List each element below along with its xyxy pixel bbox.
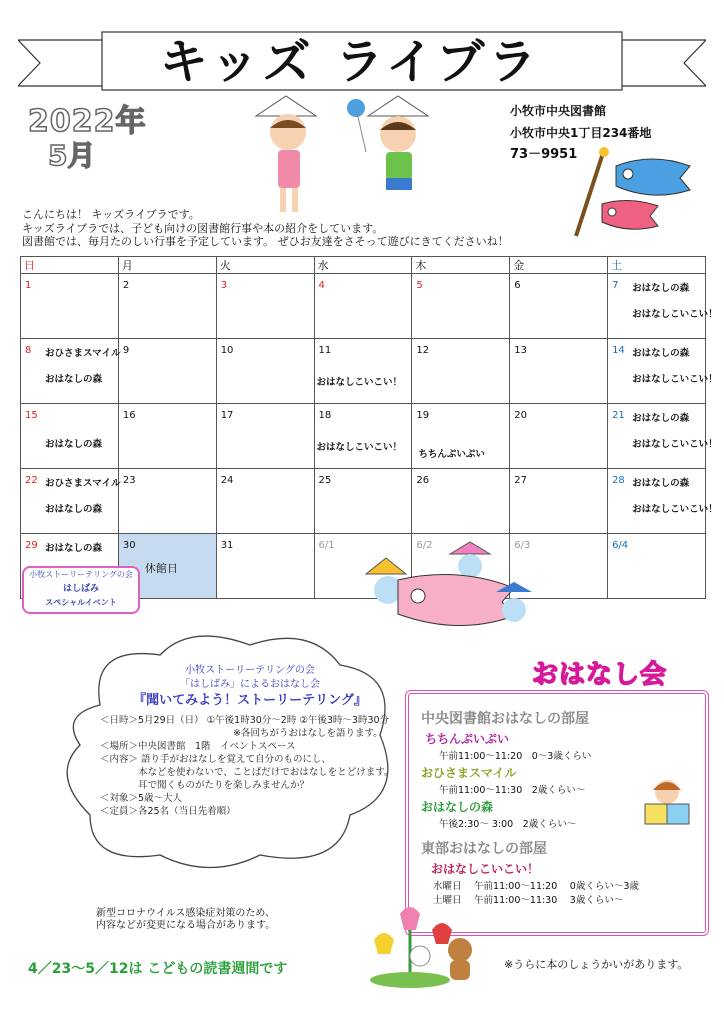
story-line: ＜対象＞5歳～大人 <box>100 793 183 804</box>
program-detail: 午後2:30～ 3:00 2歳くらい～ <box>439 819 577 830</box>
calendar-day <box>314 274 412 339</box>
event-label: おはなしの森 <box>45 543 103 554</box>
calendar-day <box>216 404 314 469</box>
page-title: キッズ ライブラ <box>159 34 541 90</box>
covid-line: 新型コロナウイルス感染症対策のため、 <box>96 908 275 919</box>
calendar-day <box>314 404 412 469</box>
day-number: 11 <box>318 345 332 356</box>
calendar-week <box>21 404 706 469</box>
calendar-day <box>314 469 412 534</box>
day-number: 12 <box>416 345 430 356</box>
day-number: 9 <box>122 345 130 356</box>
program-title: ちちんぷいぷい <box>425 732 510 746</box>
event-label: おはなしの森 <box>632 413 690 424</box>
day-number: 6 <box>514 280 521 291</box>
calendar-day <box>608 274 718 339</box>
calendar-day <box>21 339 119 404</box>
event-label: おはなしの森 <box>45 439 103 450</box>
program-detail: 午前11:00～11:30 2歳くらい～ <box>439 785 586 796</box>
day-number: 22 <box>25 475 38 486</box>
story-line: 本などを使わないで、ことばだけでおはなしをとどけます。 <box>100 767 394 778</box>
back-page-note: ※うらに本のしょうかいがあります。 <box>504 958 689 971</box>
day-number: 6/4 <box>612 540 629 551</box>
calendar-day <box>314 339 412 404</box>
day-number: 5 <box>416 280 423 291</box>
day-number: 14 <box>612 345 625 356</box>
day-number: 31 <box>220 540 234 551</box>
calendar-day <box>510 404 608 469</box>
day-number: 1 <box>25 280 32 291</box>
event-label: おはなしの森 <box>632 478 690 489</box>
koinobori-illustration <box>572 146 702 242</box>
library-address: 小牧市中央1丁目234番地 <box>510 126 652 140</box>
hashibami-event: スペシャルイベント <box>45 598 117 607</box>
calendar-day <box>510 469 608 534</box>
month-label: 5月 <box>48 139 96 172</box>
day-number: 27 <box>514 475 527 486</box>
calendar-day <box>412 404 510 469</box>
calendar-day <box>21 469 119 534</box>
event-label: おはなしこいこい！ <box>632 374 718 385</box>
story-title: 『聞いてみよう！ストーリーテリング』 <box>133 693 367 708</box>
day-number: 28 <box>612 475 625 486</box>
calendar-week <box>21 469 706 534</box>
calendar-day <box>412 274 510 339</box>
weekday-tue: 火 <box>216 257 314 274</box>
event-label: おはなしの森 <box>632 283 690 294</box>
program-title: おひさまスマイル <box>421 766 517 780</box>
calendar-day <box>510 339 608 404</box>
weekday-sat: 土 <box>608 257 706 274</box>
east-room-title: 東部おはなしの部屋 <box>421 841 547 857</box>
day-number: 26 <box>416 475 430 486</box>
day-number: 2 <box>122 280 130 291</box>
calendar-day <box>118 339 216 404</box>
reading-week-notice: 4／23～5／12は こどもの読書週間です <box>28 961 288 977</box>
intro-line: キッズライブラでは、子ども向けの図書館行事や本の紹介をしています。 <box>22 221 384 235</box>
event-label: おはなしの森 <box>45 374 103 385</box>
storytelling-section <box>100 664 400 818</box>
day-number: 7 <box>612 280 619 291</box>
library-tel: 73－9951 <box>510 147 578 162</box>
day-number: 3 <box>220 280 228 291</box>
calendar-day <box>216 534 314 599</box>
weekday-wed: 水 <box>314 257 412 274</box>
story-org: 小牧ストーリーテリングの会 <box>185 665 315 676</box>
event-label: ちちんぷいぷい <box>418 449 485 460</box>
event-label: おはなしこいこい！ <box>316 377 403 388</box>
calendar-day <box>216 339 314 404</box>
day-number: 21 <box>612 410 625 421</box>
event-label: おはなしの森 <box>632 348 690 359</box>
day-number: 17 <box>220 410 234 421</box>
day-number: 20 <box>514 410 527 421</box>
day-number: 25 <box>318 475 332 486</box>
story-line: ＜内容＞ 語り手がおはなしを覚えて自分のものにし、 <box>100 754 332 765</box>
day-number: 30 <box>122 540 136 551</box>
program-detail: 水曜日 午前11:00～11:20 0歳くらい～3歳 <box>433 881 639 892</box>
event-label: おはなしこいこい！ <box>632 439 718 450</box>
event-label: おはなしの森 <box>45 504 103 515</box>
day-number: 6/1 <box>318 540 335 551</box>
tulip-bear-illustration <box>360 900 490 990</box>
weekday-thu: 木 <box>412 257 510 274</box>
story-sub: 「はしばみ」によるおはなし会 <box>180 679 320 690</box>
calendar-day <box>412 469 510 534</box>
covid-notice <box>96 908 275 932</box>
day-number: 29 <box>25 540 38 551</box>
day-number: 6/2 <box>416 540 433 551</box>
day-number: 8 <box>25 345 32 356</box>
calendar-day <box>216 274 314 339</box>
event-label: おはなしこいこい！ <box>632 504 718 515</box>
story-line: ＜定員＞各25名（当日先着順） <box>100 806 236 817</box>
program-detail: 午前11:00～11:20 0～3歳くらい <box>439 751 592 762</box>
intro-text <box>22 208 509 249</box>
hashibami-org: 小牧ストーリーテリングの会 <box>29 570 133 579</box>
covid-line: 内容などが変更になる場合があります。 <box>96 920 276 931</box>
intro-line: こんにちは！ キッズライブラです。 <box>22 208 200 221</box>
day-number: 23 <box>122 475 136 486</box>
story-line: ＜日時＞5月29日（日） ①午後1時30分～2時 ②午後3時～3時30分 <box>100 715 390 726</box>
calendar-day <box>608 469 718 534</box>
day-number: 13 <box>514 345 527 356</box>
day-number: 18 <box>318 410 332 421</box>
library-name: 小牧市中央図書館 <box>510 104 607 118</box>
central-room-title: 中央図書館おはなしの部屋 <box>421 711 589 727</box>
intro-line: 図書館では、毎月たのしい行事を予定しています。 ぜひお友達をさそって遊びにきてくださいね！ <box>22 235 509 248</box>
calendar-day <box>21 274 119 339</box>
calendar-day <box>608 404 718 469</box>
reader-illustration <box>637 774 697 834</box>
day-number: 15 <box>25 410 38 421</box>
program-title: おはなしの森 <box>421 800 494 814</box>
event-label: おひさまスマイル <box>45 348 121 359</box>
event-label: おひさまスマイル <box>45 478 121 489</box>
ohanashi-title: おはなし会 <box>532 660 668 690</box>
calendar-day <box>608 534 706 599</box>
day-number: 19 <box>416 410 430 421</box>
calendar-week <box>21 339 706 404</box>
calendar-day <box>118 469 216 534</box>
event-label: おはなしこいこい！ <box>316 442 403 453</box>
calendar-day <box>608 339 718 404</box>
calendar-day <box>412 339 510 404</box>
hashibami-badge <box>22 566 140 614</box>
closed-label: 休館日 <box>144 562 178 575</box>
calendar-day <box>118 404 216 469</box>
weekday-mon: 月 <box>118 257 216 274</box>
calendar-day <box>216 469 314 534</box>
weekday-sun: 日 <box>21 257 119 274</box>
story-line: ＜場所＞中央図書館 1階 イベントスペース <box>100 741 296 752</box>
calendar-day <box>118 274 216 339</box>
day-number: 16 <box>122 410 136 421</box>
kids-illustration <box>248 92 448 222</box>
calendar-week <box>21 274 706 339</box>
day-number: 6/3 <box>514 540 531 551</box>
weekday-fri: 金 <box>510 257 608 274</box>
story-line: ※各回ちがうおはなしを語ります。 <box>100 728 383 739</box>
day-number: 24 <box>220 475 234 486</box>
hashibami-name: はしばみ <box>62 584 99 594</box>
day-number: 10 <box>220 345 234 356</box>
year-label: 2022年 <box>28 104 147 139</box>
story-line: 耳で聞くものがたりを楽しみませんか？ <box>100 780 310 791</box>
program-detail: 土曜日 午前11:00～11:30 3歳くらい～ <box>433 895 624 906</box>
day-number: 4 <box>318 280 325 291</box>
calendar-day <box>21 404 119 469</box>
calendar-day <box>510 274 608 339</box>
event-label: おはなしこいこい！ <box>632 309 718 320</box>
program-title: おはなしこいこい！ <box>431 862 540 876</box>
